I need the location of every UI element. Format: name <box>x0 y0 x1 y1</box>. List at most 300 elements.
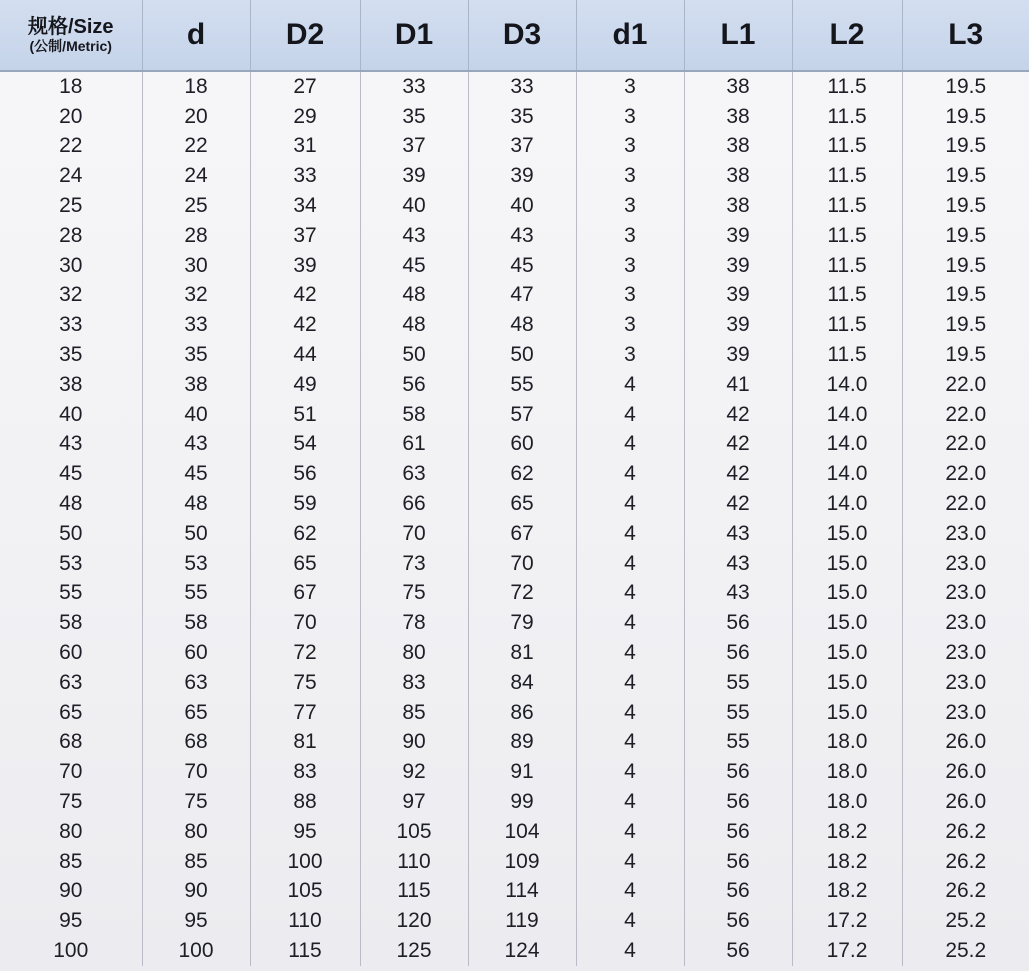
table-row <box>0 936 1029 966</box>
cell-D2: 42 <box>250 281 360 311</box>
table-row <box>0 400 1029 430</box>
cell-d: 60 <box>142 638 250 668</box>
cell-size: 80 <box>0 817 142 847</box>
cell-L1: 56 <box>684 877 792 907</box>
cell-L3: 19.5 <box>945 164 987 188</box>
cell-d: 43 <box>142 430 250 460</box>
cell-size: 65 <box>0 698 142 728</box>
cell-L3: 19.5 <box>945 223 987 247</box>
table-row <box>0 877 1029 907</box>
cell-L3: 19.5 <box>945 194 987 218</box>
cell-size: 90 <box>0 877 142 907</box>
table-row <box>0 191 1029 221</box>
cell-D2: 44 <box>250 340 360 370</box>
cell-D2: 83 <box>250 757 360 787</box>
cell-L2: 18.0 <box>792 728 902 758</box>
cell-d: 63 <box>142 668 250 698</box>
cell-d: 50 <box>142 519 250 549</box>
cell-L2: 11.5 <box>792 221 902 251</box>
cell-D2: 70 <box>250 608 360 638</box>
cell-L2: 14.0 <box>792 430 902 460</box>
cell-L1: 41 <box>684 370 792 400</box>
cell-L3: 22.0 <box>945 432 987 456</box>
cell-D3: 48 <box>468 310 576 340</box>
cell-L3: 19.5 <box>945 283 987 307</box>
cell-L3: 26.0 <box>945 760 987 784</box>
cell-L3: 22.0 <box>945 492 987 516</box>
cell-D1: 63 <box>360 459 468 489</box>
table-row <box>0 489 1029 519</box>
cell-d1: 4 <box>576 549 684 579</box>
cell-D2: 72 <box>250 638 360 668</box>
cell-L3: 19.5 <box>945 313 987 337</box>
cell-d: 95 <box>142 906 250 936</box>
cell-L2: 14.0 <box>792 370 902 400</box>
cell-D2: 42 <box>250 310 360 340</box>
table-row <box>0 310 1029 340</box>
cell-D2: 27 <box>250 71 360 102</box>
cell-D3: 99 <box>468 787 576 817</box>
cell-L3: 23.0 <box>945 521 987 545</box>
cell-L2: 11.5 <box>792 310 902 340</box>
cell-D2: 29 <box>250 102 360 132</box>
cell-D2: 100 <box>250 847 360 877</box>
cell-L3: 26.0 <box>945 790 987 814</box>
cell-L2: 18.0 <box>792 757 902 787</box>
cell-size: 50 <box>0 519 142 549</box>
table-row <box>0 161 1029 191</box>
cell-L3: 19.5 <box>945 74 987 98</box>
cell-D1: 40 <box>360 191 468 221</box>
cell-L3: 19.5 <box>945 343 987 367</box>
column-header-D3: D3 <box>468 0 576 71</box>
cell-L1: 39 <box>684 251 792 281</box>
cell-size: 53 <box>0 549 142 579</box>
cell-L2: 11.5 <box>792 132 902 162</box>
cell-L2: 15.0 <box>792 579 902 609</box>
cell-D3: 62 <box>468 459 576 489</box>
cell-L2: 11.5 <box>792 251 902 281</box>
cell-L3: 22.0 <box>945 462 987 486</box>
cell-D2: 62 <box>250 519 360 549</box>
cell-L3: 19.5 <box>945 134 987 158</box>
table-row <box>0 638 1029 668</box>
cell-D2: 56 <box>250 459 360 489</box>
cell-d: 22 <box>142 132 250 162</box>
table-row <box>0 668 1029 698</box>
cell-d1: 3 <box>576 340 684 370</box>
cell-D1: 78 <box>360 608 468 638</box>
cell-size: 20 <box>0 102 142 132</box>
cell-L1: 56 <box>684 847 792 877</box>
cell-d: 25 <box>142 191 250 221</box>
cell-D2: 115 <box>250 936 360 966</box>
header-row <box>0 0 1029 71</box>
cell-L3: 26.0 <box>945 730 987 754</box>
cell-L2: 15.0 <box>792 608 902 638</box>
cell-size: 100 <box>0 936 142 966</box>
cell-d: 58 <box>142 608 250 638</box>
cell-L2: 11.5 <box>792 340 902 370</box>
cell-size: 18 <box>0 71 142 102</box>
cell-L3: 23.0 <box>945 551 987 575</box>
column-header-d: d <box>142 0 250 71</box>
cell-L1: 43 <box>684 549 792 579</box>
cell-d: 85 <box>142 847 250 877</box>
cell-D2: 110 <box>250 906 360 936</box>
cell-L2: 17.2 <box>792 936 902 966</box>
cell-D3: 57 <box>468 400 576 430</box>
cell-L1: 38 <box>684 102 792 132</box>
cell-D1: 45 <box>360 251 468 281</box>
cell-size: 85 <box>0 847 142 877</box>
cell-d: 100 <box>142 936 250 966</box>
table-row <box>0 340 1029 370</box>
cell-D3: 50 <box>468 340 576 370</box>
table-row <box>0 281 1029 311</box>
cell-L1: 55 <box>684 698 792 728</box>
cell-d1: 4 <box>576 370 684 400</box>
cell-D1: 105 <box>360 817 468 847</box>
cell-d1: 3 <box>576 102 684 132</box>
cell-D1: 92 <box>360 757 468 787</box>
table-row <box>0 370 1029 400</box>
cell-L1: 56 <box>684 638 792 668</box>
cell-L1: 56 <box>684 787 792 817</box>
cell-d1: 4 <box>576 817 684 847</box>
cell-size: 33 <box>0 310 142 340</box>
cell-d1: 3 <box>576 281 684 311</box>
cell-D1: 125 <box>360 936 468 966</box>
cell-L1: 56 <box>684 817 792 847</box>
cell-D2: 49 <box>250 370 360 400</box>
cell-d: 75 <box>142 787 250 817</box>
cell-L3: 26.2 <box>945 849 987 873</box>
cell-d1: 4 <box>576 936 684 966</box>
cell-L2: 14.0 <box>792 489 902 519</box>
cell-d1: 3 <box>576 221 684 251</box>
cell-size: 68 <box>0 728 142 758</box>
cell-L3: 23.0 <box>945 670 987 694</box>
cell-L3: 26.2 <box>945 819 987 843</box>
cell-D1: 85 <box>360 698 468 728</box>
cell-D3: 109 <box>468 847 576 877</box>
cell-d1: 4 <box>576 877 684 907</box>
cell-D2: 54 <box>250 430 360 460</box>
cell-L1: 38 <box>684 161 792 191</box>
cell-D1: 61 <box>360 430 468 460</box>
cell-L3: 23.0 <box>945 611 987 635</box>
cell-D3: 37 <box>468 132 576 162</box>
table-row <box>0 906 1029 936</box>
cell-D3: 55 <box>468 370 576 400</box>
cell-L2: 11.5 <box>792 102 902 132</box>
cell-L1: 56 <box>684 757 792 787</box>
cell-d1: 4 <box>576 459 684 489</box>
cell-L1: 42 <box>684 430 792 460</box>
cell-D2: 75 <box>250 668 360 698</box>
table-row <box>0 817 1029 847</box>
cell-D1: 110 <box>360 847 468 877</box>
cell-D3: 45 <box>468 251 576 281</box>
cell-L1: 38 <box>684 71 792 102</box>
cell-L2: 14.0 <box>792 459 902 489</box>
table-row <box>0 728 1029 758</box>
cell-d: 53 <box>142 549 250 579</box>
cell-D3: 119 <box>468 906 576 936</box>
cell-size: 38 <box>0 370 142 400</box>
cell-size: 24 <box>0 161 142 191</box>
cell-D3: 81 <box>468 638 576 668</box>
cell-L2: 18.2 <box>792 847 902 877</box>
cell-size: 30 <box>0 251 142 281</box>
cell-d: 30 <box>142 251 250 281</box>
cell-D1: 48 <box>360 281 468 311</box>
cell-D3: 84 <box>468 668 576 698</box>
cell-d: 38 <box>142 370 250 400</box>
cell-L2: 15.0 <box>792 549 902 579</box>
cell-d: 45 <box>142 459 250 489</box>
cell-L1: 38 <box>684 132 792 162</box>
cell-L1: 56 <box>684 906 792 936</box>
table-row <box>0 787 1029 817</box>
cell-size: 55 <box>0 579 142 609</box>
table-row <box>0 549 1029 579</box>
cell-d: 32 <box>142 281 250 311</box>
cell-D1: 43 <box>360 221 468 251</box>
column-header-L2: L2 <box>792 0 902 71</box>
cell-L1: 42 <box>684 459 792 489</box>
cell-d1: 4 <box>576 728 684 758</box>
cell-L1: 42 <box>684 400 792 430</box>
cell-L3: 19.5 <box>945 253 987 277</box>
column-header-D1: D1 <box>360 0 468 71</box>
cell-size: 32 <box>0 281 142 311</box>
cell-D1: 48 <box>360 310 468 340</box>
cell-d1: 4 <box>576 698 684 728</box>
cell-d: 20 <box>142 102 250 132</box>
cell-D1: 70 <box>360 519 468 549</box>
cell-D3: 65 <box>468 489 576 519</box>
cell-size: 58 <box>0 608 142 638</box>
cell-L2: 18.2 <box>792 817 902 847</box>
cell-size: 60 <box>0 638 142 668</box>
cell-D1: 50 <box>360 340 468 370</box>
cell-size: 48 <box>0 489 142 519</box>
table-row <box>0 698 1029 728</box>
cell-D2: 88 <box>250 787 360 817</box>
cell-size: 40 <box>0 400 142 430</box>
cell-d1: 3 <box>576 132 684 162</box>
cell-d1: 4 <box>576 787 684 817</box>
cell-L1: 39 <box>684 310 792 340</box>
cell-D2: 81 <box>250 728 360 758</box>
cell-d: 18 <box>142 71 250 102</box>
cell-d1: 3 <box>576 191 684 221</box>
cell-L2: 18.0 <box>792 787 902 817</box>
cell-d: 24 <box>142 161 250 191</box>
table-header <box>0 0 1029 71</box>
cell-d1: 4 <box>576 430 684 460</box>
cell-d1: 4 <box>576 906 684 936</box>
cell-D3: 70 <box>468 549 576 579</box>
cell-D1: 56 <box>360 370 468 400</box>
cell-d: 28 <box>142 221 250 251</box>
cell-D2: 95 <box>250 817 360 847</box>
cell-L3: 26.2 <box>945 879 987 903</box>
cell-L2: 15.0 <box>792 668 902 698</box>
cell-D3: 104 <box>468 817 576 847</box>
cell-L1: 43 <box>684 579 792 609</box>
cell-D2: 105 <box>250 877 360 907</box>
cell-L2: 15.0 <box>792 698 902 728</box>
cell-d1: 3 <box>576 161 684 191</box>
cell-L1: 39 <box>684 221 792 251</box>
cell-D2: 77 <box>250 698 360 728</box>
cell-d: 48 <box>142 489 250 519</box>
cell-L2: 17.2 <box>792 906 902 936</box>
table-body <box>0 71 1029 966</box>
table-row <box>0 221 1029 251</box>
table-row <box>0 71 1029 102</box>
cell-d1: 4 <box>576 400 684 430</box>
cell-L2: 14.0 <box>792 400 902 430</box>
table-row <box>0 459 1029 489</box>
column-header-L1: L1 <box>684 0 792 71</box>
table-row <box>0 757 1029 787</box>
cell-L3: 19.5 <box>945 104 987 128</box>
cell-D1: 97 <box>360 787 468 817</box>
cell-L1: 55 <box>684 668 792 698</box>
table-row <box>0 430 1029 460</box>
table-row <box>0 251 1029 281</box>
cell-D3: 33 <box>468 71 576 102</box>
cell-d1: 3 <box>576 310 684 340</box>
size-column-header <box>0 0 142 71</box>
cell-d1: 4 <box>576 757 684 787</box>
cell-d: 70 <box>142 757 250 787</box>
cell-d1: 3 <box>576 71 684 102</box>
cell-D1: 33 <box>360 71 468 102</box>
cell-D3: 39 <box>468 161 576 191</box>
cell-D1: 35 <box>360 102 468 132</box>
cell-L3: 25.2 <box>945 939 987 962</box>
cell-D2: 33 <box>250 161 360 191</box>
cell-size: 28 <box>0 221 142 251</box>
cell-D3: 89 <box>468 728 576 758</box>
cell-d: 35 <box>142 340 250 370</box>
cell-d1: 3 <box>576 251 684 281</box>
cell-d1: 4 <box>576 668 684 698</box>
cell-D2: 67 <box>250 579 360 609</box>
cell-d: 33 <box>142 310 250 340</box>
cell-D1: 83 <box>360 668 468 698</box>
column-header-L3: L3 <box>902 0 1029 71</box>
cell-D1: 37 <box>360 132 468 162</box>
cell-d: 80 <box>142 817 250 847</box>
cell-size: 35 <box>0 340 142 370</box>
cell-L1: 42 <box>684 489 792 519</box>
cell-d1: 4 <box>576 519 684 549</box>
cell-size: 25 <box>0 191 142 221</box>
cell-D3: 86 <box>468 698 576 728</box>
cell-D2: 34 <box>250 191 360 221</box>
cell-L3: 23.0 <box>945 641 987 665</box>
cell-D3: 40 <box>468 191 576 221</box>
cell-L1: 39 <box>684 340 792 370</box>
cell-L1: 38 <box>684 191 792 221</box>
table-row <box>0 132 1029 162</box>
table-row <box>0 847 1029 877</box>
cell-d1: 4 <box>576 608 684 638</box>
cell-d: 65 <box>142 698 250 728</box>
cell-d: 55 <box>142 579 250 609</box>
cell-d1: 4 <box>576 489 684 519</box>
cell-size: 45 <box>0 459 142 489</box>
table-row <box>0 608 1029 638</box>
cell-D2: 51 <box>250 400 360 430</box>
cell-L2: 15.0 <box>792 519 902 549</box>
cell-L1: 55 <box>684 728 792 758</box>
column-header-D2: D2 <box>250 0 360 71</box>
table-row <box>0 102 1029 132</box>
cell-D1: 75 <box>360 579 468 609</box>
cell-d: 68 <box>142 728 250 758</box>
cell-D3: 43 <box>468 221 576 251</box>
cell-L1: 56 <box>684 936 792 966</box>
cell-D3: 35 <box>468 102 576 132</box>
cell-D3: 124 <box>468 936 576 966</box>
cell-L2: 11.5 <box>792 281 902 311</box>
column-header-d1: d1 <box>576 0 684 71</box>
cell-L3: 25.2 <box>945 909 987 933</box>
cell-D3: 47 <box>468 281 576 311</box>
cell-L2: 15.0 <box>792 638 902 668</box>
size-header-subtitle: (公制/Metric) <box>29 38 112 54</box>
cell-D1: 120 <box>360 906 468 936</box>
cell-D1: 115 <box>360 877 468 907</box>
cell-L3: 23.0 <box>945 581 987 605</box>
cell-L1: 56 <box>684 608 792 638</box>
cell-D1: 66 <box>360 489 468 519</box>
cell-D1: 80 <box>360 638 468 668</box>
cell-D1: 58 <box>360 400 468 430</box>
cell-d1: 4 <box>576 847 684 877</box>
table-row <box>0 579 1029 609</box>
cell-L2: 11.5 <box>792 191 902 221</box>
cell-size: 22 <box>0 132 142 162</box>
cell-size: 95 <box>0 906 142 936</box>
cell-L2: 11.5 <box>792 161 902 191</box>
cell-L2: 18.2 <box>792 877 902 907</box>
cell-D3: 79 <box>468 608 576 638</box>
cell-L1: 43 <box>684 519 792 549</box>
cell-D3: 114 <box>468 877 576 907</box>
cell-d: 40 <box>142 400 250 430</box>
cell-L2: 11.5 <box>792 71 902 102</box>
cell-D2: 39 <box>250 251 360 281</box>
cell-L1: 39 <box>684 281 792 311</box>
cell-size: 63 <box>0 668 142 698</box>
cell-D1: 73 <box>360 549 468 579</box>
cell-D3: 91 <box>468 757 576 787</box>
cell-D3: 72 <box>468 579 576 609</box>
cell-size: 70 <box>0 757 142 787</box>
cell-D2: 59 <box>250 489 360 519</box>
cell-d: 90 <box>142 877 250 907</box>
cell-D2: 31 <box>250 132 360 162</box>
cell-d1: 4 <box>576 579 684 609</box>
